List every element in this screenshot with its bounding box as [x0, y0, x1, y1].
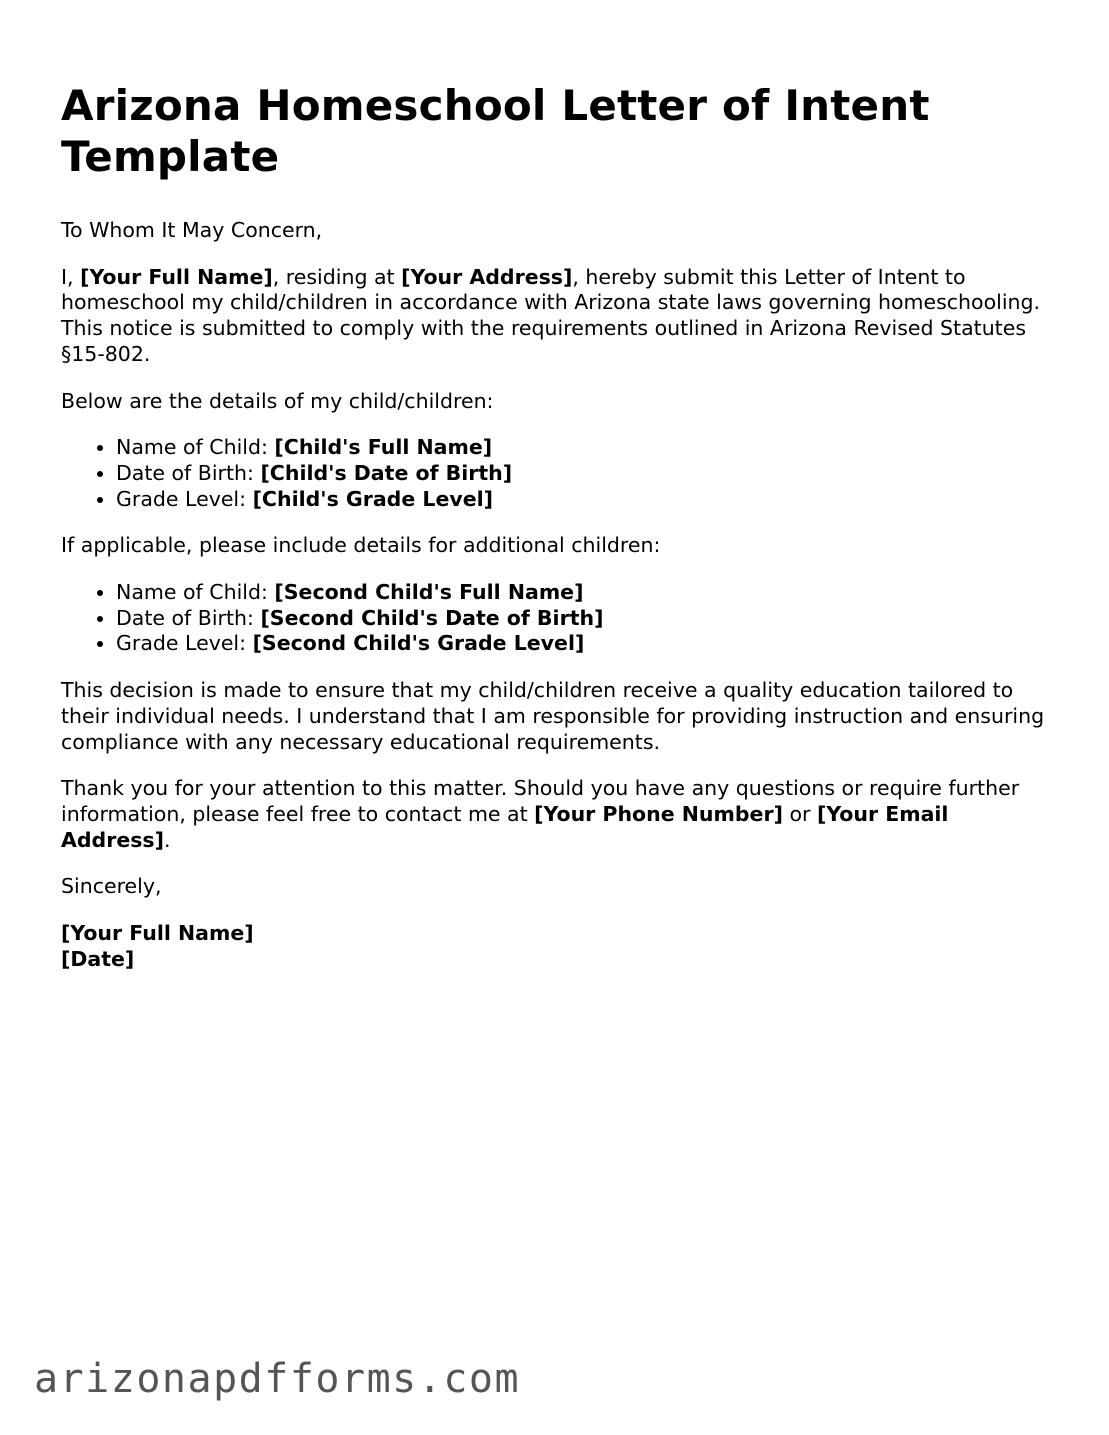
list-item	[116, 487, 1051, 513]
child-grade-placeholder: [Child's Grade Level]	[252, 486, 494, 511]
intro-text-2: , residing at	[272, 264, 402, 289]
thanks-text-3: .	[164, 827, 171, 852]
signature-date: [Date]	[61, 946, 135, 971]
salutation: To Whom It May Concern,	[61, 218, 323, 242]
child-dob-label: Date of Birth:	[116, 460, 261, 485]
details-intro: Below are the details of my child/children:	[61, 388, 494, 413]
list-item	[116, 461, 1051, 487]
second-child-grade-label: Grade Level:	[116, 631, 253, 656]
second-child-dob-placeholder: [Second Child's Date of Birth]	[260, 605, 604, 630]
site-watermark: arizonapdfforms.com	[34, 1356, 521, 1402]
second-child-name-label: Name of Child:	[116, 580, 275, 605]
second-child-grade-placeholder: [Second Child's Grade Level]	[252, 631, 585, 656]
email-placeholder: [Your Email Address]	[61, 801, 949, 852]
intro-paragraph	[61, 265, 1051, 368]
list-item	[116, 580, 1051, 606]
additional-children-intro: If applicable, please include details for additional children:	[61, 533, 661, 558]
list-item	[116, 606, 1051, 632]
phone-placeholder: [Your Phone Number]	[534, 801, 783, 826]
document-title: Arizona Homeschool Letter of Intent Template	[61, 81, 930, 181]
child-details-list	[61, 435, 1051, 512]
address-placeholder: [Your Address]	[401, 264, 573, 289]
closing: Sincerely,	[61, 874, 162, 899]
decision-paragraph: This decision is made to ensure that my child/children receive a quality education tailored to their individual needs. I understand that I am responsible for providing instruction and ensuring compliance with any necessary educational requirements.	[61, 678, 1045, 754]
thanks-text-1: Thank you for your attention to this matter. Should you have any questions or require further information, please feel free to contact me at	[61, 776, 1020, 826]
intro-text-3: , hereby submit this Letter of Intent to homeschool my child/children in accordance with Arizona state laws governing homeschooling. This notice is submitted to comply with the requirements outlined in Arizona Revised Statutes §15-802.	[61, 264, 1041, 366]
letter-document	[61, 80, 1051, 993]
thanks-paragraph	[61, 776, 1051, 853]
second-child-name-placeholder: [Second Child's Full Name]	[274, 580, 584, 605]
child-name-label: Name of Child:	[116, 435, 275, 460]
full-name-placeholder: [Your Full Name]	[80, 264, 273, 289]
child-name-placeholder: [Child's Full Name]	[274, 435, 493, 460]
list-item	[116, 631, 1051, 657]
child-grade-label: Grade Level:	[116, 486, 253, 511]
intro-text-1: I,	[61, 264, 81, 289]
child-dob-placeholder: [Child's Date of Birth]	[260, 460, 513, 485]
second-child-dob-label: Date of Birth:	[116, 605, 261, 630]
signature-name: [Your Full Name]	[61, 921, 254, 946]
thanks-text-2: or	[782, 801, 817, 826]
signature-block	[61, 921, 1051, 972]
second-child-details-list	[61, 580, 1051, 657]
list-item	[116, 435, 1051, 461]
